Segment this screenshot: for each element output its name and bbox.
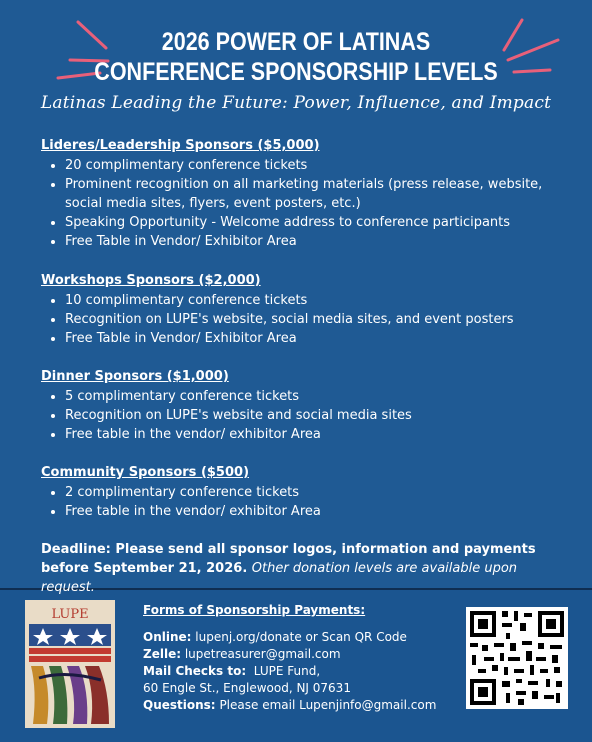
section-heading: Workshops Sponsors ($2,000) — [41, 273, 261, 288]
zelle-email[interactable]: lupetreasurer@gmail.com — [184, 647, 341, 661]
list-item: • Recognition on LUPE's website and social media sites — [65, 406, 561, 425]
list-item: • Recognition on LUPE's website, social media sites, and event posters — [65, 310, 561, 329]
zelle-line — [143, 646, 463, 663]
benefit-list — [41, 156, 561, 251]
mail-line — [143, 663, 463, 680]
section-workshops — [41, 272, 561, 348]
list-item: • 5 complimentary conference tickets — [65, 387, 561, 406]
mail-recipient: LUPE Fund, — [253, 664, 321, 678]
tagline: Latinas Leading the Future: Power, Influence, and Impact — [40, 93, 552, 113]
mail-address: 60 Engle St., Englewood, NJ 07631 — [143, 681, 351, 695]
list-item: • Prominent recognition on all marketing materials (press release, website, social media sites, flyers, event posters, etc.) — [65, 175, 561, 213]
mail-label: Mail Checks to: — [143, 664, 247, 678]
title-line-2: CONFERENCE SPONSORSHIP LEVELS — [94, 58, 498, 86]
questions-line — [143, 697, 463, 714]
section-leadership — [41, 137, 561, 251]
list-item: • 10 complimentary conference tickets — [65, 291, 561, 310]
payment-heading: Forms of Sponsorship Payments: — [143, 603, 366, 617]
section-community — [41, 464, 561, 521]
deadline-note: Other donation levels are available upon request. — [41, 561, 518, 595]
list-item: • Speaking Opportunity - Welcome address to conference participants — [65, 213, 561, 232]
list-item: • 20 complimentary conference tickets — [65, 156, 561, 175]
benefit-list — [41, 387, 561, 444]
list-item: • Free table in the vendor/ exhibitor Area — [65, 502, 561, 521]
deadline-text: Deadline: Please send all sponsor logos, information and payments before September 21, 2026. — [41, 542, 536, 576]
section-dinner — [41, 368, 561, 444]
benefit-list — [41, 483, 561, 521]
list-item: • Free Table in Vendor/ Exhibitor Area — [65, 232, 561, 251]
list-item: • 2 complimentary conference tickets — [65, 483, 561, 502]
online-link[interactable]: lupenj.org/donate or Scan QR Code — [195, 630, 407, 644]
zelle-label: Zelle: — [143, 647, 182, 661]
payment-info — [143, 602, 463, 714]
qr-code-icon[interactable] — [466, 607, 568, 709]
online-line — [143, 629, 463, 646]
lupe-logo — [25, 600, 115, 728]
section-heading: Community Sponsors ($500) — [41, 465, 250, 480]
section-heading: Dinner Sponsors ($1,000) — [41, 369, 229, 384]
title-line-1: 2026 POWER OF LATINAS — [161, 28, 431, 56]
benefit-list — [41, 291, 561, 348]
logo-text: LUPE — [51, 607, 89, 622]
questions-email[interactable]: Please email Lupenjinfo@gmail.com — [219, 698, 437, 712]
questions-label: Questions: — [143, 698, 216, 712]
list-item: • Free Table in Vendor/ Exhibitor Area — [65, 329, 561, 348]
online-label: Online: — [143, 630, 192, 644]
section-heading: Lideres/Leadership Sponsors ($5,000) — [41, 138, 320, 153]
list-item: • Free table in the vendor/ exhibitor Area — [65, 425, 561, 444]
deadline-notice — [41, 540, 561, 597]
